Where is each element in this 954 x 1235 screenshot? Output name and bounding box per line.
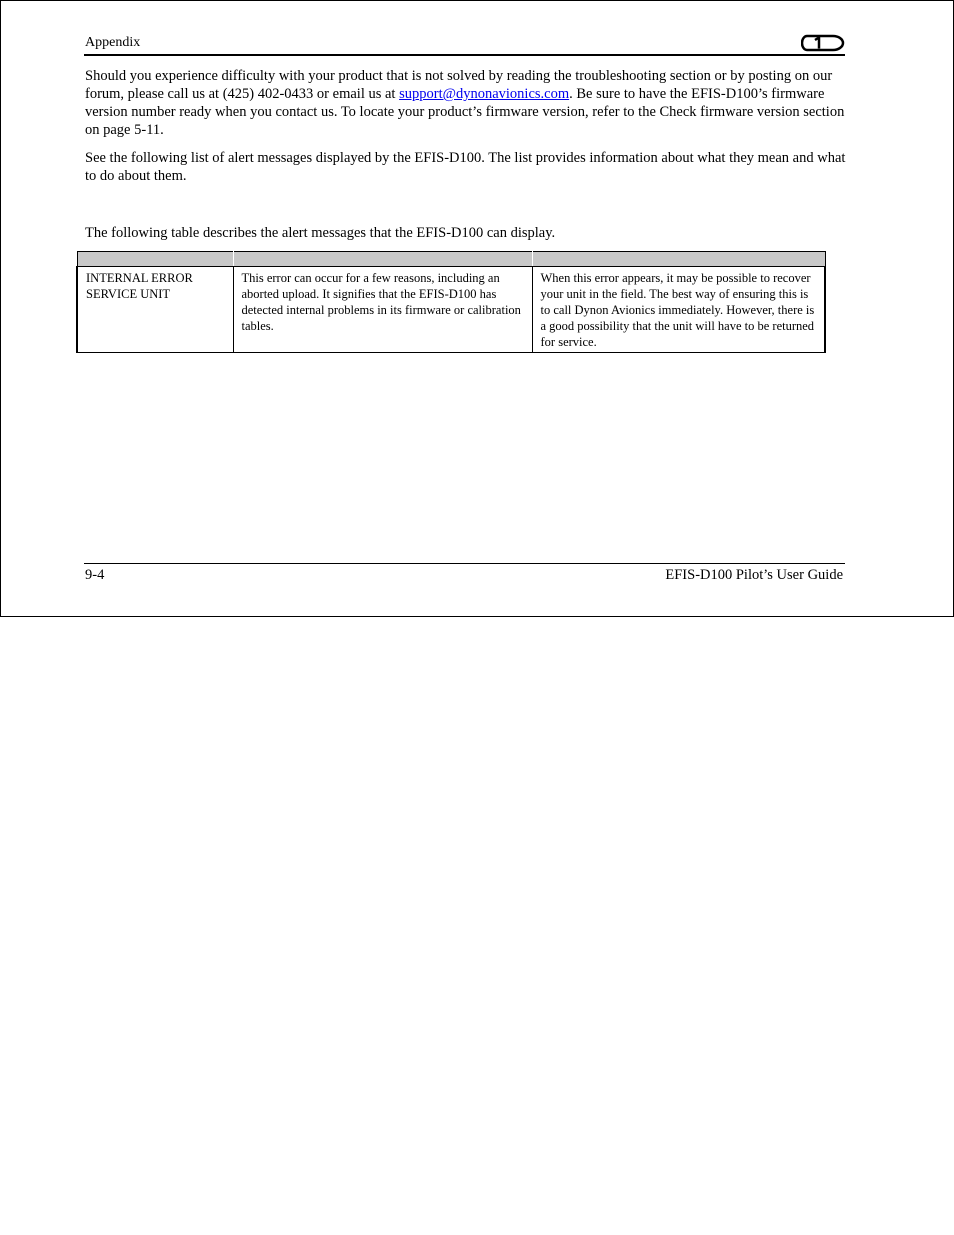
dynon-logo-icon bbox=[801, 34, 845, 52]
contact-paragraph bbox=[85, 67, 847, 139]
alert-list-paragraph: See the following list of alert messages displayed by the EFIS-D100. The list provides information about what they mean and what to do about them. bbox=[85, 150, 846, 184]
page-header bbox=[84, 35, 845, 56]
contact-text-end: . Be sure to have the EFIS-D100’s firmware version number ready when you contact us. To locate your product’s firmware version, refer to the Check firmware version section on page 5-11. bbox=[85, 86, 845, 138]
guide-title: EFIS-D100 Pilot’s User Guide bbox=[665, 567, 843, 583]
alert-messages-table bbox=[76, 251, 826, 353]
header-cell-meaning bbox=[233, 252, 532, 267]
table-row bbox=[77, 267, 825, 353]
document-page bbox=[0, 0, 954, 617]
header-cell-message bbox=[77, 252, 233, 267]
page-footer bbox=[84, 563, 845, 586]
support-email-link[interactable]: support@dynonavionics.com bbox=[399, 86, 570, 102]
section-title: Appendix bbox=[85, 35, 141, 50]
alert-message-cell: INTERNAL ERROR SERVICE UNIT bbox=[77, 267, 233, 353]
table-header-row bbox=[77, 252, 825, 267]
table-intro: The following table describes the alert messages that the EFIS-D100 can display. bbox=[85, 225, 556, 241]
alert-action-cell: When this error appears, it may be possible to recover your unit in the field. The best way of ensuring this is to call Dynon Avionics immediately. However, there is a good possibility that the unit will have to be returned for service. bbox=[532, 267, 825, 353]
page-number: 9-4 bbox=[85, 567, 105, 583]
alert-meaning-cell: This error can occur for a few reasons, including an aborted upload. It signifies that the EFIS-D100 has detected internal problems in its firmware or calibration tables. bbox=[233, 267, 532, 353]
header-cell-action bbox=[532, 252, 825, 267]
contact-text-start: Should you experience difficulty with your product that is not solved by reading the troubleshooting section or by posting on our forum, please call us at (425) 402-0433 or email us at bbox=[85, 68, 833, 102]
